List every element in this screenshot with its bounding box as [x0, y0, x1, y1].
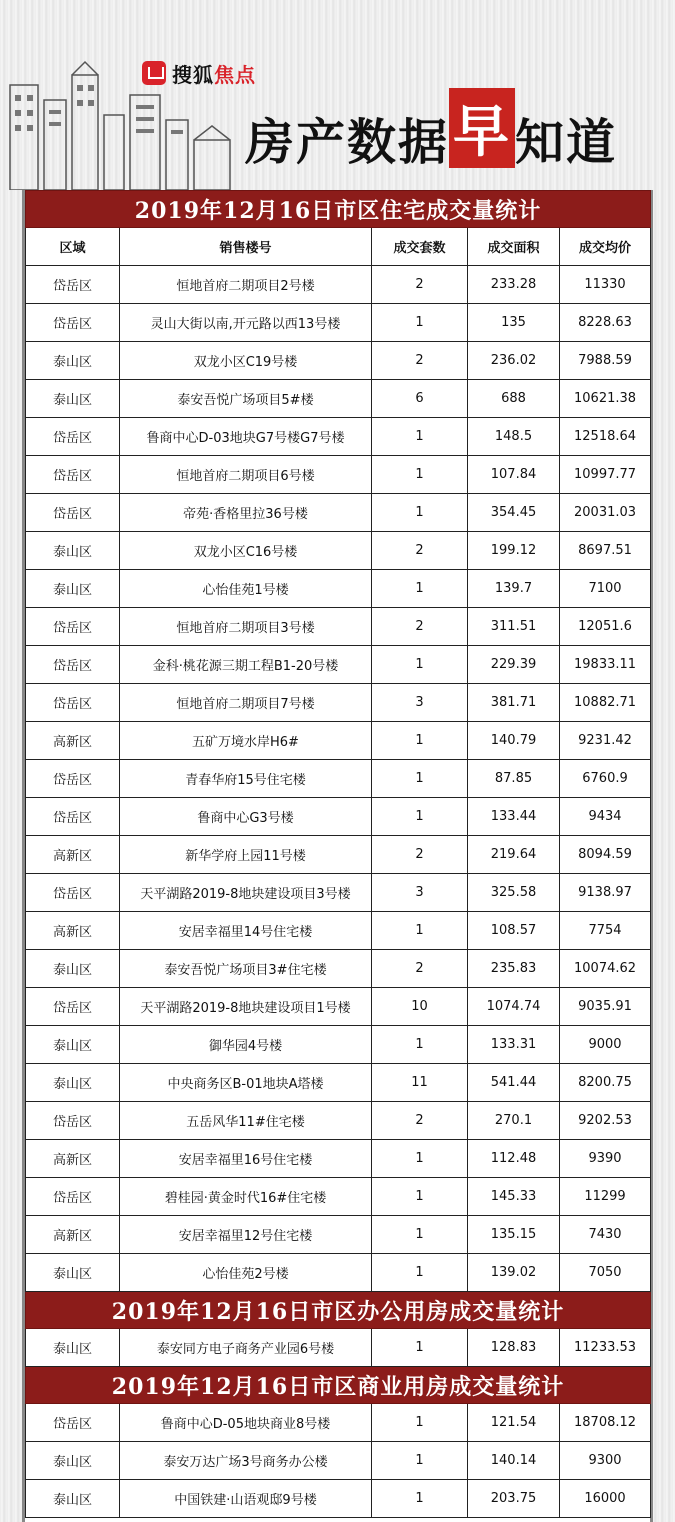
- table-cell: 岱岳区: [26, 874, 120, 912]
- transaction-table: [25, 190, 651, 1518]
- table-cell: 135: [468, 304, 560, 342]
- table-row: [26, 1140, 651, 1178]
- table-cell: 8094.59: [560, 836, 651, 874]
- table-cell: 高新区: [26, 912, 120, 950]
- table-cell: 9035.91: [560, 988, 651, 1026]
- table-cell: 1074.74: [468, 988, 560, 1026]
- section-title-row: [26, 191, 651, 228]
- table-cell: 2: [372, 342, 468, 380]
- section-title: 2019年12月16日市区办公用房成交量统计: [26, 1292, 651, 1329]
- table-cell: 1: [372, 494, 468, 532]
- table-cell: 7100: [560, 570, 651, 608]
- table-cell: 岱岳区: [26, 418, 120, 456]
- table-cell: 岱岳区: [26, 608, 120, 646]
- table-cell: 双龙小区C16号楼: [120, 532, 372, 570]
- table-cell: 19833.11: [560, 646, 651, 684]
- table-cell: 2: [372, 532, 468, 570]
- table-cell: 1: [372, 646, 468, 684]
- table-cell: 8228.63: [560, 304, 651, 342]
- table-cell: 128.83: [468, 1329, 560, 1367]
- table-cell: 恒地首府二期项目3号楼: [120, 608, 372, 646]
- table-cell: 泰山区: [26, 1480, 120, 1518]
- table-cell: 3: [372, 874, 468, 912]
- table-cell: 7430: [560, 1216, 651, 1254]
- table-cell: 帝苑·香格里拉36号楼: [120, 494, 372, 532]
- table-row: [26, 1404, 651, 1442]
- table-row: [26, 456, 651, 494]
- table-cell: 1: [372, 456, 468, 494]
- table-cell: 541.44: [468, 1064, 560, 1102]
- table-row: [26, 912, 651, 950]
- table-cell: 229.39: [468, 646, 560, 684]
- table-cell: 1: [372, 912, 468, 950]
- table-cell: 恒地首府二期项目2号楼: [120, 266, 372, 304]
- table-cell: 9138.97: [560, 874, 651, 912]
- table-cell: 16000: [560, 1480, 651, 1518]
- table-cell: 354.45: [468, 494, 560, 532]
- table-cell: 1: [372, 1329, 468, 1367]
- table-cell: 11233.53: [560, 1329, 651, 1367]
- table-cell: 107.84: [468, 456, 560, 494]
- table-cell: 中国铁建·山语观邸9号楼: [120, 1480, 372, 1518]
- table-row: [26, 874, 651, 912]
- table-cell: 219.64: [468, 836, 560, 874]
- section-title-row: [26, 1367, 651, 1404]
- table-cell: 双龙小区C19号楼: [120, 342, 372, 380]
- column-header: 区域: [26, 228, 120, 266]
- table-cell: 6760.9: [560, 760, 651, 798]
- table-cell: 恒地首府二期项目7号楼: [120, 684, 372, 722]
- table-cell: 泰山区: [26, 380, 120, 418]
- table-cell: 新华学府上园11号楼: [120, 836, 372, 874]
- logo-text-highlight: 焦点: [214, 62, 256, 87]
- table-row: [26, 380, 651, 418]
- table-cell: 10: [372, 988, 468, 1026]
- section-title: 2019年12月16日市区商业用房成交量统计: [26, 1367, 651, 1404]
- table-cell: 10882.71: [560, 684, 651, 722]
- table-cell: 112.48: [468, 1140, 560, 1178]
- table-cell: 1: [372, 1404, 468, 1442]
- table-row: [26, 684, 651, 722]
- title-part-2: 知道: [515, 113, 618, 171]
- table-cell: 1: [372, 418, 468, 456]
- table-row: [26, 418, 651, 456]
- table-cell: 五矿万境水岸H6#: [120, 722, 372, 760]
- table-row: [26, 1254, 651, 1292]
- table-row: [26, 1442, 651, 1480]
- table-row: [26, 570, 651, 608]
- table-cell: 1: [372, 570, 468, 608]
- table-row: [26, 1329, 651, 1367]
- table-cell: 岱岳区: [26, 988, 120, 1026]
- table-row: [26, 1178, 651, 1216]
- table-cell: 泰山区: [26, 570, 120, 608]
- table-cell: 133.31: [468, 1026, 560, 1064]
- table-cell: 7988.59: [560, 342, 651, 380]
- table-cell: 87.85: [468, 760, 560, 798]
- table-cell: 岱岳区: [26, 798, 120, 836]
- table-cell: 1: [372, 1140, 468, 1178]
- table-cell: 8200.75: [560, 1064, 651, 1102]
- table-cell: 133.44: [468, 798, 560, 836]
- page-title: [245, 96, 617, 176]
- table-cell: 岱岳区: [26, 646, 120, 684]
- transaction-table-container: [22, 190, 653, 1522]
- table-cell: 3: [372, 684, 468, 722]
- table-cell: 泰安万达广场3号商务办公楼: [120, 1442, 372, 1480]
- table-cell: 139.7: [468, 570, 560, 608]
- table-cell: 12518.64: [560, 418, 651, 456]
- table-cell: 12051.6: [560, 608, 651, 646]
- column-header: 成交均价: [560, 228, 651, 266]
- table-row: [26, 608, 651, 646]
- table-cell: 139.02: [468, 1254, 560, 1292]
- title-highlight: 早: [449, 88, 515, 168]
- section-title: 2019年12月16日市区住宅成交量统计: [26, 191, 651, 228]
- table-cell: 9300: [560, 1442, 651, 1480]
- table-cell: 199.12: [468, 532, 560, 570]
- table-cell: 10074.62: [560, 950, 651, 988]
- table-cell: 9434: [560, 798, 651, 836]
- table-cell: 121.54: [468, 1404, 560, 1442]
- table-cell: 9202.53: [560, 1102, 651, 1140]
- page-header: [0, 0, 675, 190]
- table-cell: 203.75: [468, 1480, 560, 1518]
- table-cell: 高新区: [26, 836, 120, 874]
- table-cell: 金科·桃花源三期工程B1-20号楼: [120, 646, 372, 684]
- table-row: [26, 1026, 651, 1064]
- table-header-row: [26, 228, 651, 266]
- table-cell: 高新区: [26, 1216, 120, 1254]
- table-cell: 7050: [560, 1254, 651, 1292]
- title-part-1: 房产数据: [245, 113, 450, 171]
- table-row: [26, 1216, 651, 1254]
- sohu-focus-logo: [142, 58, 256, 88]
- table-cell: 2: [372, 1102, 468, 1140]
- table-cell: 安居幸福里12号住宅楼: [120, 1216, 372, 1254]
- table-row: [26, 1064, 651, 1102]
- table-cell: 心怡佳苑1号楼: [120, 570, 372, 608]
- table-cell: 岱岳区: [26, 494, 120, 532]
- table-row: [26, 342, 651, 380]
- section-title-row: [26, 1292, 651, 1329]
- table-cell: 2: [372, 266, 468, 304]
- table-cell: 1: [372, 1026, 468, 1064]
- column-header: 成交套数: [372, 228, 468, 266]
- table-cell: 泰山区: [26, 950, 120, 988]
- table-cell: 236.02: [468, 342, 560, 380]
- table-cell: 270.1: [468, 1102, 560, 1140]
- table-cell: 岱岳区: [26, 304, 120, 342]
- table-cell: 岱岳区: [26, 1178, 120, 1216]
- table-cell: 泰山区: [26, 1442, 120, 1480]
- table-cell: 18708.12: [560, 1404, 651, 1442]
- table-cell: 1: [372, 722, 468, 760]
- table-cell: 325.58: [468, 874, 560, 912]
- table-cell: 岱岳区: [26, 760, 120, 798]
- table-cell: 中央商务区B-01地块A塔楼: [120, 1064, 372, 1102]
- table-cell: 高新区: [26, 1140, 120, 1178]
- table-cell: 岱岳区: [26, 266, 120, 304]
- table-row: [26, 1102, 651, 1140]
- table-cell: 10621.38: [560, 380, 651, 418]
- table-cell: 御华园4号楼: [120, 1026, 372, 1064]
- table-cell: 泰山区: [26, 342, 120, 380]
- table-cell: 高新区: [26, 722, 120, 760]
- table-cell: 青春华府15号住宅楼: [120, 760, 372, 798]
- table-cell: 1: [372, 1480, 468, 1518]
- table-cell: 148.5: [468, 418, 560, 456]
- table-cell: 9000: [560, 1026, 651, 1064]
- table-cell: 安居幸福里14号住宅楼: [120, 912, 372, 950]
- house-icon: [142, 61, 166, 85]
- table-row: [26, 760, 651, 798]
- table-cell: 泰山区: [26, 1064, 120, 1102]
- table-row: [26, 988, 651, 1026]
- table-cell: 8697.51: [560, 532, 651, 570]
- table-cell: 2: [372, 608, 468, 646]
- table-cell: 311.51: [468, 608, 560, 646]
- column-header: 成交面积: [468, 228, 560, 266]
- table-cell: 岱岳区: [26, 684, 120, 722]
- table-cell: 岱岳区: [26, 1404, 120, 1442]
- table-cell: 心怡佳苑2号楼: [120, 1254, 372, 1292]
- table-cell: 6: [372, 380, 468, 418]
- table-row: [26, 646, 651, 684]
- table-cell: 11: [372, 1064, 468, 1102]
- table-cell: 10997.77: [560, 456, 651, 494]
- logo-text: 搜狐: [172, 62, 214, 87]
- table-cell: 1: [372, 1178, 468, 1216]
- table-cell: 1: [372, 798, 468, 836]
- table-row: [26, 304, 651, 342]
- table-row: [26, 266, 651, 304]
- table-cell: 鲁商中心G3号楼: [120, 798, 372, 836]
- table-cell: 140.79: [468, 722, 560, 760]
- table-cell: 安居幸福里16号住宅楼: [120, 1140, 372, 1178]
- table-cell: 235.83: [468, 950, 560, 988]
- table-cell: 688: [468, 380, 560, 418]
- table-cell: 岱岳区: [26, 456, 120, 494]
- table-cell: 9231.42: [560, 722, 651, 760]
- table-row: [26, 1480, 651, 1518]
- table-cell: 泰山区: [26, 1026, 120, 1064]
- column-header: 销售楼号: [120, 228, 372, 266]
- table-cell: 鲁商中心D-05地块商业8号楼: [120, 1404, 372, 1442]
- table-cell: 233.28: [468, 266, 560, 304]
- table-cell: 五岳风华11#住宅楼: [120, 1102, 372, 1140]
- table-cell: 135.15: [468, 1216, 560, 1254]
- table-cell: 1: [372, 760, 468, 798]
- table-cell: 泰山区: [26, 532, 120, 570]
- table-cell: 140.14: [468, 1442, 560, 1480]
- table-cell: 恒地首府二期项目6号楼: [120, 456, 372, 494]
- table-row: [26, 798, 651, 836]
- table-cell: 碧桂园·黄金时代16#住宅楼: [120, 1178, 372, 1216]
- table-cell: 鲁商中心D-03地块G7号楼G7号楼: [120, 418, 372, 456]
- table-cell: 145.33: [468, 1178, 560, 1216]
- table-cell: 2: [372, 950, 468, 988]
- table-cell: 7754: [560, 912, 651, 950]
- table-cell: 灵山大街以南,开元路以西13号楼: [120, 304, 372, 342]
- table-row: [26, 532, 651, 570]
- table-cell: 20031.03: [560, 494, 651, 532]
- table-cell: 天平湖路2019-8地块建设项目1号楼: [120, 988, 372, 1026]
- table-row: [26, 950, 651, 988]
- table-cell: 泰山区: [26, 1254, 120, 1292]
- table-cell: 泰山区: [26, 1329, 120, 1367]
- table-cell: 11330: [560, 266, 651, 304]
- table-cell: 1: [372, 1216, 468, 1254]
- table-cell: 381.71: [468, 684, 560, 722]
- table-row: [26, 722, 651, 760]
- table-cell: 1: [372, 1254, 468, 1292]
- table-cell: 11299: [560, 1178, 651, 1216]
- table-cell: 9390: [560, 1140, 651, 1178]
- table-cell: 天平湖路2019-8地块建设项目3号楼: [120, 874, 372, 912]
- table-cell: 岱岳区: [26, 1102, 120, 1140]
- table-cell: 泰安吾悦广场项目5#楼: [120, 380, 372, 418]
- table-row: [26, 494, 651, 532]
- table-cell: 1: [372, 1442, 468, 1480]
- table-cell: 108.57: [468, 912, 560, 950]
- table-cell: 1: [372, 304, 468, 342]
- table-cell: 泰安同方电子商务产业园6号楼: [120, 1329, 372, 1367]
- table-cell: 泰安吾悦广场项目3#住宅楼: [120, 950, 372, 988]
- table-row: [26, 836, 651, 874]
- table-cell: 2: [372, 836, 468, 874]
